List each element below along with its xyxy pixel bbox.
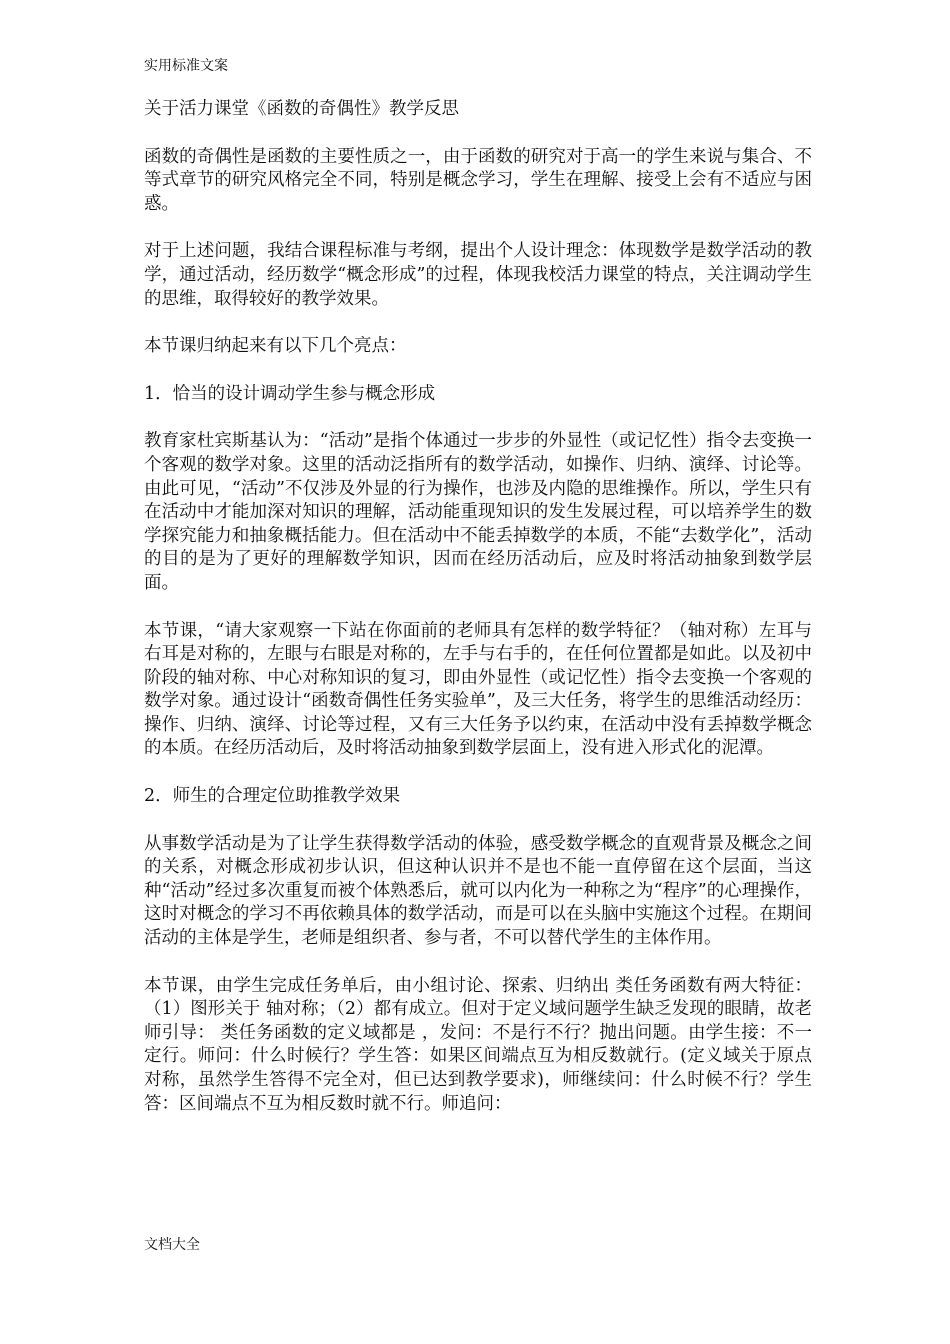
paragraph-intro: 函数的奇偶性是函数的主要性质之一，由于函数的研究对于高一的学生来说与集合、不等式章节的研究风格完全不同，特别是概念学习，学生在理解、接受上会有不适应与困惑。: [144, 146, 812, 214]
paragraph-lesson-1: 本节课，“请大家观察一下站在你面前的老师具有怎样的数学特征？（轴对称）左耳与右耳是对称的，左眼与右眼是对称的，左手与右手的，在任何位置都是如此。以及初中阶段的轴对称、中心对称知识的复习，即由外显性（或记忆性）指令去变换一个客观的数学对象。通过设计“函数奇偶性任务实验单”，及三大任务，将学生的思维活动经历：操作、归纳、演绎、讨论等过程，又有三大任务予以约束，在活动中没有丢掉数学概念的本质。在经历活动后，及时将活动抽象到数学层面上，没有进入形式化的泥潭。: [144, 620, 812, 759]
document-title: 关于活力课堂《函数的奇偶性》教学反思: [144, 99, 459, 119]
document-body: [144, 98, 812, 1140]
paragraph-dubinsky: 教育家杜宾斯基认为：“活动”是指个体通过一步步的外显性（或记忆性）指令去变换一个客观的数学对象。这里的活动泛指所有的数学活动，如操作、归纳、演绎、讨论等。由此可见，“活动”不仅涉及外显的行为操作，也涉及内隐的思维操作。所以，学生只有在活动中才能加深对知识的理解，活动能重现知识的发生发展过程，可以培养学生的数学探究能力和抽象概括能力。但在活动中不能丢掉数学的本质，不能“去数学化”，活动的目的是为了更好的理解数学知识，因而在经历活动后，应及时将活动抽象到数学层面。: [144, 431, 812, 593]
page-footer: 文档大全: [144, 1237, 200, 1253]
paragraph-lesson-2: 本节课，由学生完成任务单后，由小组讨论、探索、归纳出 类任务函数有两大特征：（1）图形关于 轴对称；（2）都有成立。但对于定义域问题学生缺乏发现的眼睛，故老师引导： 类任务函数的定义域都是 ，发问：不是行不行？抛出问题。由学生接：不一定行。师问：什么时候行？学生答：如果区间端点互为相反数就行。(定义域关于原点对称，虽然学生答得不完全对，但已达到教学要求)，师继续问：什么时候不行？学生答：区间端点不互为相反数时就不行。师追问：: [144, 975, 812, 1114]
section-heading-1: 1．恰当的设计调动学生参与概念形成: [144, 383, 436, 404]
section-heading-2: 2．师生的合理定位助推教学效果: [144, 786, 401, 807]
paragraph-design-concept: 对于上述问题，我结合课程标准与考纲，提出个人设计理念：体现数学是数学活动的教学，通过活动，经历数学“概念形成”的过程，体现我校活力课堂的特点，关注调动学生的思维，取得较好的教学效果。: [144, 241, 812, 309]
paragraph-highlights: 本节课归纳起来有以下几个亮点：: [144, 336, 407, 357]
page-header: 实用标准文案: [144, 58, 228, 74]
paragraph-activity: 从事数学活动是为了让学生获得数学活动的体验，感受数学概念的直观背景及概念之间的关系，对概念形成初步认识，但这种认识并不是也不能一直停留在这个层面，当这种“活动”经过多次重复而被个体熟悉后，就可以内化为一种称之为“程序”的心理操作，这时对概念的学习不再依赖具体的数学活动，而是可以在头脑中实施这个过程。在期间活动的主体是学生，老师是组织者、参与者，不可以替代学生的主体作用。: [144, 833, 812, 949]
